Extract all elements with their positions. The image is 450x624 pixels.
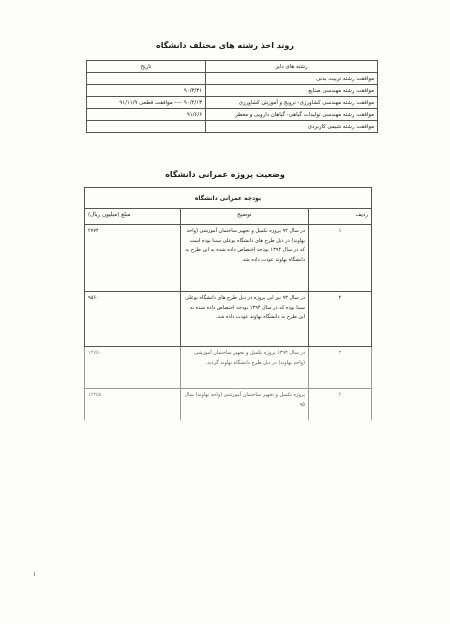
section-title-projects: وضعیت پروژه عمرانی دانشگاه <box>165 170 285 179</box>
cell-amount: ۱۲۷۵۰ <box>85 347 181 389</box>
header-amount: مبلغ (میلیون ریال) <box>85 209 181 225</box>
header-desc: توضیح <box>180 209 308 225</box>
cell-subject: موافقت رشته مهندسی صنایع <box>206 85 378 97</box>
cell-date <box>87 121 206 133</box>
table-caption: بودجه عمرانی دانشگاه <box>85 188 372 209</box>
cell-desc: در سال ۱۳۹۴ پروژه تکمیل و تجهیز ساختمان آموزشی (واحد نهاوند) در ذیل طرح دانشگاه نهاوند گردید. <box>180 347 308 389</box>
cell-subject: موافقت رشته مهندسی کشاورزی- ترویج و آموزش کشاورزی <box>206 97 378 109</box>
cell-date: ۹۱/۶/۶ <box>87 109 206 121</box>
header-date: تاریخ <box>87 61 206 73</box>
table-row <box>85 347 372 389</box>
table-row <box>87 85 378 97</box>
table-row <box>87 109 378 121</box>
table-header-row <box>85 209 372 225</box>
cell-radif: ۱ <box>309 225 372 292</box>
cell-subject: موافقت رشته شیمی کاربردی <box>206 121 378 133</box>
table-row <box>85 225 372 292</box>
table-row <box>87 73 378 85</box>
header-subject: رشته های دایر <box>206 61 378 73</box>
table-row <box>87 121 378 133</box>
cell-amount: ۱۲۴۵۵ <box>85 389 181 421</box>
page-mark: ۱ <box>33 571 37 578</box>
cell-radif: ۴ <box>309 389 372 421</box>
cell-amount: ۲۷۷۴ <box>85 225 181 292</box>
table-row <box>85 389 372 421</box>
table-header-row <box>87 61 378 73</box>
table-row <box>87 97 378 109</box>
header-radif: ردیف <box>309 209 372 225</box>
table-row <box>85 292 372 347</box>
cell-desc: پروژه تکمیل و تجهیز ساختمان آموزشی (واحد نهاوند) سال ۹۵ <box>180 389 308 421</box>
cell-date: ۹۰/۴/۱۳ ---- موافقت قطعی ۹۱/۱۱/۹ <box>87 97 206 109</box>
section-title-majors: روند اخذ رشته های مختلف دانشگاه <box>156 41 294 50</box>
cell-subject: موافقت رشته مهندسی تولیدات گیاهی- گیاهان دارویی و معطر <box>206 109 378 121</box>
budget-table <box>84 187 372 420</box>
cell-date <box>87 73 206 85</box>
cell-radif: ۳ <box>309 347 372 389</box>
table-caption-row <box>85 188 372 209</box>
cell-date: ۹۰/۳/۳۱ <box>87 85 206 97</box>
majors-table <box>86 60 378 133</box>
cell-radif: ۲ <box>309 292 372 347</box>
cell-desc: در سال ۹۲ پروژه تکمیل و تجهیز ساختمان آموزشی (واحد نهاوند) در ذیل طرح های دانشگاه بوعلی سینا بوده است که در سال ۱۳۹۴ بودجه اختصاص داده شده به این طرح به دانشگاه نهاوند عودت داده شد. <box>180 225 308 292</box>
cell-desc: در سال ۹۳ نیز این پروژه در ذیل طرح های دانشگاه بوعلی سینا بوده که در سال ۱۳۹۴ بودجه اختصاص داده شده به این طرح به دانشگاه نهاوند عودت داده شد. <box>180 292 308 347</box>
cell-subject: موافقت رشته تربیت بدنی <box>206 73 378 85</box>
cell-amount: ۹۵۶۰ <box>85 292 181 347</box>
